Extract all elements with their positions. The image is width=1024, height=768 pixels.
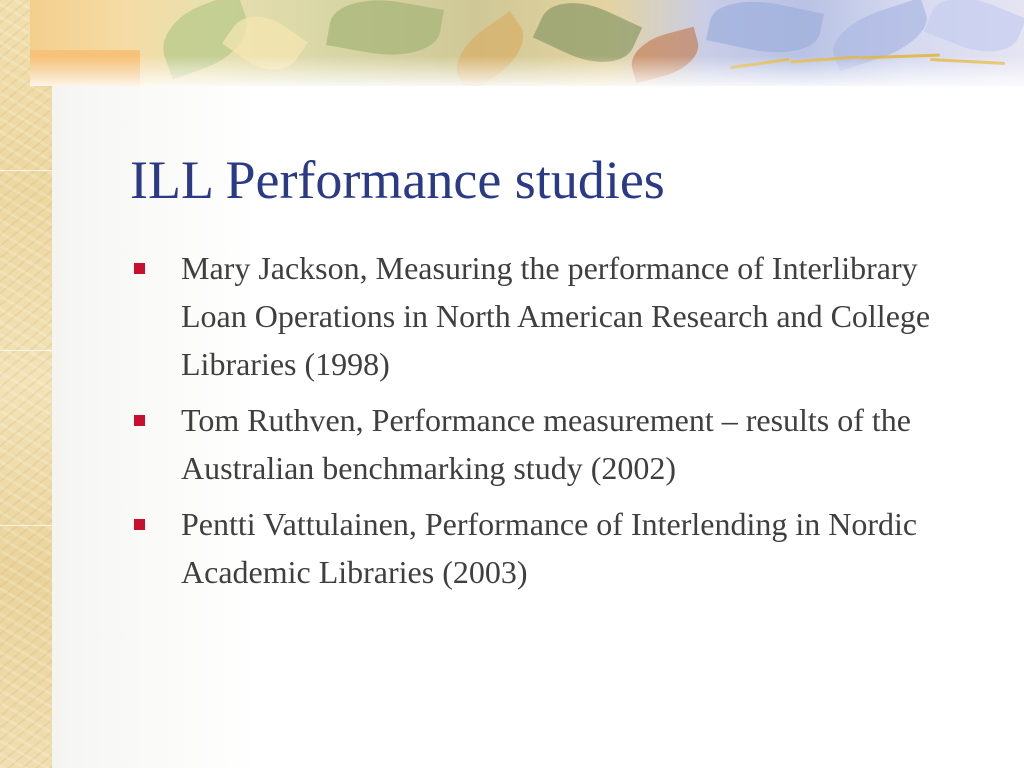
square-bullet-icon	[134, 519, 145, 530]
bullet-item	[130, 396, 990, 492]
square-bullet-icon	[134, 415, 145, 426]
strip-seam	[0, 170, 52, 171]
strip-seam	[0, 525, 52, 526]
bullet-text: Tom Ruthven, Performance measurement – results of the Australian benchmarking study (2002)	[181, 402, 911, 486]
bullet-item	[130, 244, 990, 388]
strip-seam	[0, 350, 52, 351]
bullet-text: Pentti Vattulainen, Performance of Interlending in Nordic Academic Libraries (2003)	[181, 506, 918, 590]
banner-fade	[30, 56, 1024, 86]
square-bullet-icon	[134, 263, 145, 274]
parchment-strip	[0, 0, 52, 768]
bullet-list	[130, 244, 990, 604]
bullet-item	[130, 500, 990, 596]
slide-title: ILL Performance studies	[130, 150, 665, 210]
leaf-collage-banner	[30, 0, 1024, 86]
bullet-text: Mary Jackson, Measuring the performance of Interlibrary Loan Operations in North American Research and College Libraries (1998)	[181, 250, 931, 382]
